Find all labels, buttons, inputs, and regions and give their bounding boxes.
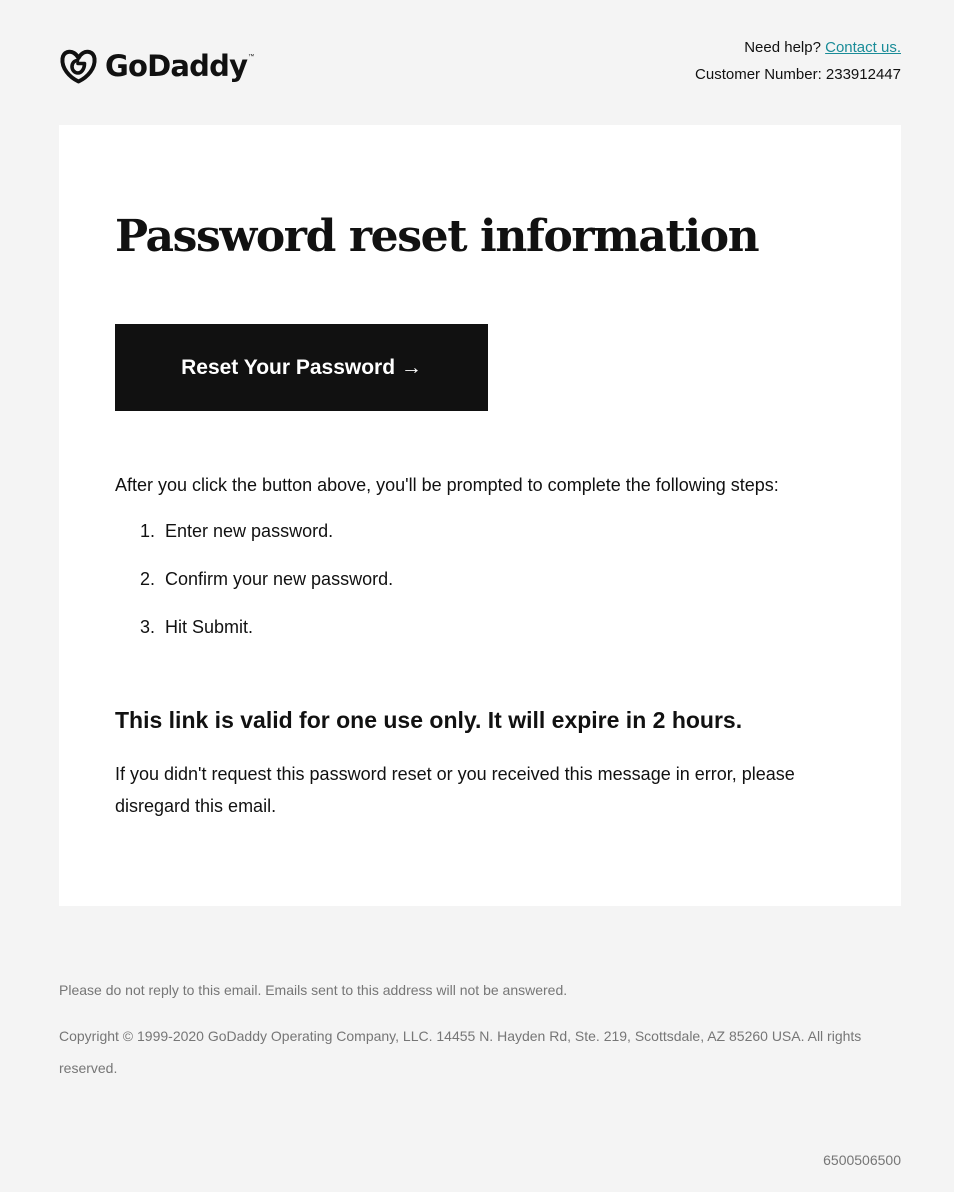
reference-number: 6500506500: [823, 1152, 901, 1168]
email-header: [59, 30, 901, 100]
step-text: Enter new password.: [165, 521, 334, 541]
customer-number-line: [695, 61, 901, 88]
list-item: [115, 613, 393, 661]
help-block: [695, 34, 901, 88]
reset-password-button[interactable]: Reset Your Password →: [115, 324, 488, 411]
step-text: Confirm your new password.: [165, 569, 394, 589]
logo-wordmark: GoDaddy: [105, 49, 248, 83]
page-title: Password reset information: [115, 211, 759, 262]
no-reply-note: Please do not reply to this email. Emails sent to this address will not be answered.: [59, 982, 568, 998]
expiry-notice: This link is valid for one use only. It will expire in 2 hours.: [115, 707, 743, 733]
logo-trademark: ™: [248, 54, 255, 60]
step-number: 3.: [139, 617, 155, 637]
step-text: Hit Submit.: [165, 617, 254, 637]
steps-list: [115, 517, 393, 661]
email-card: [59, 125, 901, 906]
godaddy-logo-icon: [59, 48, 98, 86]
step-number: 2.: [139, 569, 155, 589]
contact-us-link[interactable]: Contact us.: [825, 39, 901, 56]
copyright-text: Copyright © 1999-2020 GoDaddy Operating Company, LLC. 14455 N. Hayden Rd, Ste. 219, Scottsdale, AZ 85260 USA. All rights reserved.: [59, 1028, 862, 1076]
list-item: [115, 565, 393, 613]
customer-number-label: Customer Number:: [695, 66, 822, 83]
disclaimer-text: If you didn't request this password reset or you received this message in error, please disregard this email.: [115, 764, 795, 816]
godaddy-logo[interactable]: [59, 44, 254, 90]
customer-number: 233912447: [825, 66, 901, 83]
help-line: [695, 34, 901, 61]
step-number: 1.: [139, 521, 155, 541]
list-item: [115, 517, 393, 565]
intro-text: After you click the button above, you'll be prompted to complete the following steps:: [115, 475, 779, 495]
help-prefix: Need help?: [744, 39, 821, 56]
